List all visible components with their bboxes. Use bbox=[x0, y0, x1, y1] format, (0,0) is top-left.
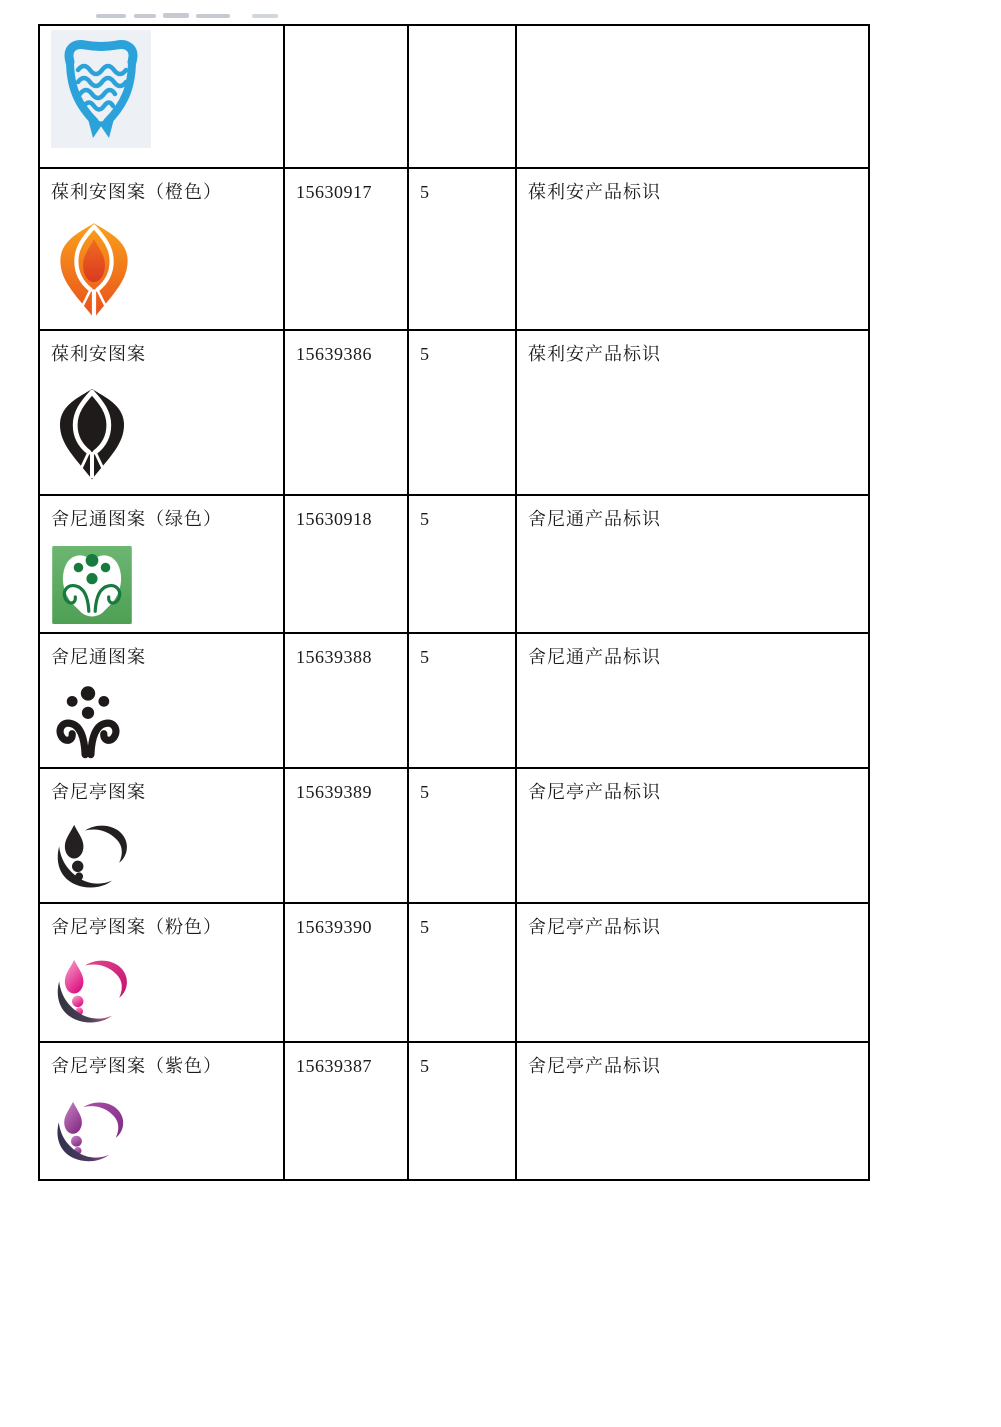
cell-registration-number bbox=[284, 1042, 408, 1180]
trademark-name: 舍尼通图案（绿色） bbox=[51, 509, 222, 529]
cell-description bbox=[516, 903, 869, 1042]
registration-number: 15639387 bbox=[296, 1056, 372, 1076]
cell-description bbox=[516, 495, 869, 633]
quantity: 5 bbox=[420, 782, 430, 802]
registration-number: 15630918 bbox=[296, 509, 372, 529]
description: 舍尼亭产品标识 bbox=[528, 917, 661, 937]
table-row bbox=[39, 768, 869, 903]
cell-registration-number bbox=[284, 168, 408, 330]
baolian-orange-logo bbox=[52, 219, 273, 320]
description: 舍尼亭产品标识 bbox=[528, 1056, 661, 1076]
description: 舍尼亭产品标识 bbox=[528, 782, 661, 802]
cell-quantity bbox=[408, 903, 516, 1042]
registration-number: 15639386 bbox=[296, 344, 372, 364]
cell-quantity bbox=[408, 168, 516, 330]
cell-description bbox=[516, 768, 869, 903]
cell-description bbox=[516, 25, 869, 168]
table-row bbox=[39, 25, 869, 168]
cell-trademark-name bbox=[39, 768, 284, 903]
table-row bbox=[39, 903, 869, 1042]
table-row bbox=[39, 168, 869, 330]
trademark-name: 舍尼亭图案（粉色） bbox=[51, 917, 222, 937]
cell-quantity bbox=[408, 25, 516, 168]
description: 葆利安产品标识 bbox=[528, 344, 661, 364]
quantity: 5 bbox=[420, 344, 430, 364]
description: 舍尼通产品标识 bbox=[528, 509, 661, 529]
trademark-name: 舍尼亭图案 bbox=[51, 782, 146, 802]
table-row bbox=[39, 495, 869, 633]
cell-registration-number bbox=[284, 25, 408, 168]
cell-description bbox=[516, 168, 869, 330]
sheniting-purple-logo bbox=[52, 1093, 273, 1165]
cell-trademark-name bbox=[39, 330, 284, 495]
cell-trademark-name bbox=[39, 1042, 284, 1180]
cell-description bbox=[516, 633, 869, 768]
table-row bbox=[39, 330, 869, 495]
cropped-text-remnant bbox=[196, 14, 230, 18]
description: 葆利安产品标识 bbox=[528, 182, 661, 202]
trademark-name: 舍尼通图案 bbox=[51, 647, 146, 667]
cropped-text-remnant bbox=[252, 14, 278, 18]
trademark-name: 舍尼亭图案（紫色） bbox=[51, 1056, 222, 1076]
table-row bbox=[39, 633, 869, 768]
registration-number: 15630917 bbox=[296, 182, 372, 202]
baolian-black-logo bbox=[52, 381, 273, 485]
quantity: 5 bbox=[420, 509, 430, 529]
quantity: 5 bbox=[420, 647, 430, 667]
trademark-table bbox=[38, 24, 870, 1181]
cell-quantity bbox=[408, 1042, 516, 1180]
cell-registration-number bbox=[284, 768, 408, 903]
cell-quantity bbox=[408, 633, 516, 768]
shenitong-black-logo bbox=[52, 684, 273, 759]
cropped-text-remnant bbox=[163, 13, 189, 18]
trademark-name: 葆利安图案（橙色） bbox=[51, 182, 222, 202]
sheniting-pink-logo bbox=[52, 954, 273, 1023]
sheniting-black-logo bbox=[52, 819, 273, 888]
cell-registration-number bbox=[284, 633, 408, 768]
quantity: 5 bbox=[420, 182, 430, 202]
quantity: 5 bbox=[420, 917, 430, 937]
cell-trademark-name bbox=[39, 495, 284, 633]
description: 舍尼通产品标识 bbox=[528, 647, 661, 667]
cropped-text-remnant bbox=[134, 14, 156, 18]
cell-trademark-name bbox=[39, 168, 284, 330]
registration-number: 15639388 bbox=[296, 647, 372, 667]
cell-quantity bbox=[408, 768, 516, 903]
cell-trademark-name bbox=[39, 903, 284, 1042]
cell-trademark-name bbox=[39, 25, 284, 168]
cell-description bbox=[516, 330, 869, 495]
cell-description bbox=[516, 1042, 869, 1180]
registration-number: 15639389 bbox=[296, 782, 372, 802]
quantity: 5 bbox=[420, 1056, 430, 1076]
registration-number: 15639390 bbox=[296, 917, 372, 937]
bladder-waves-blue-logo bbox=[51, 30, 273, 148]
cell-quantity bbox=[408, 330, 516, 495]
cell-registration-number bbox=[284, 903, 408, 1042]
cell-quantity bbox=[408, 495, 516, 633]
cell-registration-number bbox=[284, 495, 408, 633]
table-row bbox=[39, 1042, 869, 1180]
cell-registration-number bbox=[284, 330, 408, 495]
shenitong-green-logo bbox=[52, 546, 273, 624]
cropped-text-remnant bbox=[96, 14, 126, 18]
trademark-name: 葆利安图案 bbox=[51, 344, 146, 364]
cell-trademark-name bbox=[39, 633, 284, 768]
